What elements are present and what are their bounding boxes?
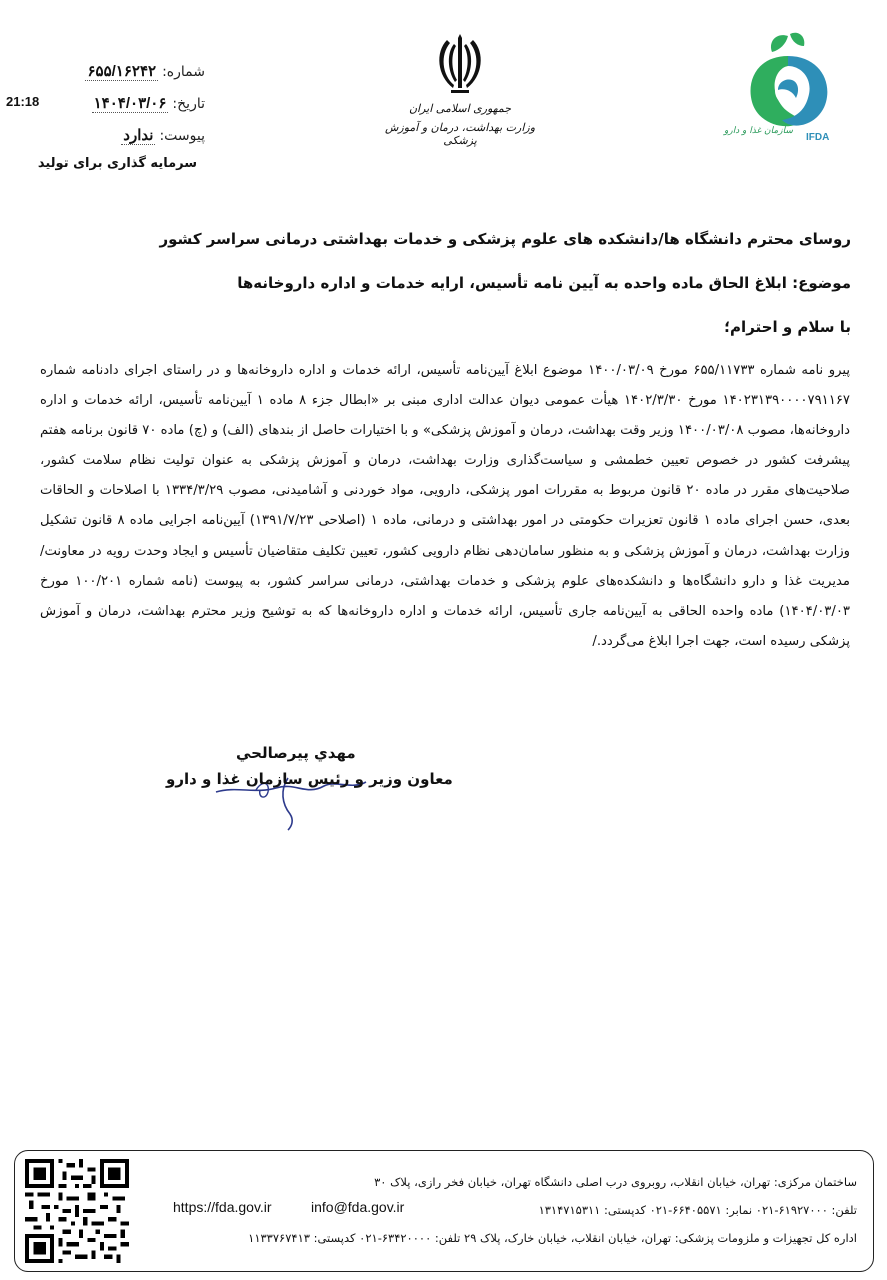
letter-attachment-label: پیوست: bbox=[159, 128, 205, 144]
signatory-name: مهدي پيرصالحي bbox=[236, 744, 356, 762]
footer-office-address: اداره کل تجهیزات و ملزومات پزشکی: تهران، خیابان انقلاب، خیابان خارک، پلاک ۲۹ تلفن: ۶۳۴۲۰۰۰۰-۰۲۱ کدپستی: ۱۱۳۳۷۶۷۴۱۳ bbox=[248, 1231, 857, 1245]
letter-body: پیرو نامه شماره ۶۵۵/۱۱۷۳۳ مورخ ۱۴۰۰/۰۳/۰۹ موضوع ابلاغ آیین‌نامه تأسیس، ارائه خدمات و اداره داروخانه‌ها و در راستای اجرای دادنامه شماره ۱۴۰۲۳۱۳۹۰۰۰۰۷۹۱۱۶۷ مورخ ۱۴۰۲/۳/۳۰ هیأت عمومی دیوان عدالت اداری مبنی بر «ابطال جزء ۸ ماده ۱ آیین‌نامه تأسیس، ارائه خدمات و اداره داروخانه‌ها، مصوب ۱۴۰۰/۰۳/۰۸ وزیر وقت بهداشت، درمان و آموزش پزشکی» و با اختیارات حاصل از بندهای (الف) و (چ) ماده ۷۰ قانون برنامه هفتم پیشرفت کشور در خصوص تعیین خطمشی و سیاست‌گذاری وزارت بهداشت، درمان و آموزش پزشکی به عنوان تولیت نظام سلامت کشور، صلاحیت‌های مقرر در ماده ۲۰ قانون مربوط به مقررات امور پزشکی، دارویی، مواد خوردنی و آشامیدنی، مصوب ۱۳۳۴/۳/۲۹ با اصلاحات و الحاقات بعدی، حسن اجرای ماده ۱ قانون تعزیرات حکومتی در امور بهداشتی و درمانی، ماده ۱ (اصلاحی ۱۳۹۱/۷/۲۳) آیین‌نامه اجرایی ماده ۸ قانون تشکیل وزارت بهداشت، درمان و آموزش پزشکی و به منظور سامان‌دهی نظام دارویی کشور، تعیین تکلیف متقاضیان تأسیس و ایجاد وحدت رویه در معاونت/مدیریت غذا و دارو دانشگاه‌ها و دانشکده‌های علوم پزشکی و خدمات بهداشتی، درمانی سراسر کشور، به پیوست (نامه شماره ۱۰۰/۲۰۱ مورخ ۱۴۰۴/۰۳/۰۳) ماده واحده الحاقی به آیین‌نامه جاری تأسیس، ارائه خدمات و اداره داروخانه‌ها که به توشیح وزیر محترم بهداشت، درمان و آموزش پزشکی رسیده است، جهت اجرا ابلاغ می‌گردد./ bbox=[40, 363, 851, 649]
letter-time-value: 21:18 bbox=[6, 94, 40, 109]
letter-attachment-value: ندارد bbox=[123, 127, 154, 144]
letter-date-row bbox=[88, 94, 205, 113]
letter-number-label: شماره: bbox=[162, 64, 205, 80]
letter-number-row bbox=[81, 62, 205, 81]
qr-code-icon bbox=[25, 1159, 129, 1263]
footer-address: ساختمان مرکزی: تهران، خیابان انقلاب، روبروی درب اصلی دانشگاه تهران، خیابان فخر رازی، پلاک ۳۰ bbox=[374, 1175, 857, 1189]
national-emblem bbox=[380, 30, 540, 147]
emblem-country-text: جمهوری اسلامی ایران bbox=[408, 102, 512, 115]
emblem-ministry-text: وزارت بهداشت، درمان و آموزش پزشکی bbox=[384, 121, 536, 147]
letter-date-label: تاریخ: bbox=[172, 96, 205, 112]
letter-greeting: با سلام و احترام؛ bbox=[724, 318, 851, 336]
footer-contact: تلفن: ۶۱۹۲۷۰۰۰-۰۲۱ نمابر: ۶۶۴۰۵۵۷۱-۰۲۱ کدپستی: ۱۳۱۴۷۱۵۳۱۱ bbox=[538, 1203, 857, 1217]
letter-recipient: روسای محترم دانشگاه ها/دانشکده های علوم پزشکی و خدمات بهداشتی درمانی سراسر کشور bbox=[159, 230, 851, 248]
footer-website-link[interactable]: https://fda.gov.ir bbox=[173, 1199, 272, 1215]
signatory-title: معاون وزیر و رئیس سازمان غذا و دارو bbox=[166, 770, 453, 788]
letter-number-value: ۶۵۵/۱۶۲۴۲ bbox=[87, 63, 157, 80]
ifda-logo-name: سازمان غذا و دارو bbox=[724, 126, 793, 136]
letter-footer bbox=[14, 1150, 874, 1272]
footer-email-link[interactable]: info@fda.gov.ir bbox=[311, 1199, 405, 1215]
ifda-logo-abbr: IFDA bbox=[806, 132, 830, 143]
ifda-logo-icon bbox=[728, 28, 848, 138]
letter-date-value: ۱۴۰۴/۰۳/۰۶ bbox=[93, 95, 167, 112]
letter-attachment-row bbox=[117, 126, 205, 145]
letter-subject: موضوع: ابلاغ الحاق ماده واحده به آیین نامه تأسیس، ارایه خدمات و اداره داروخانه‌ها bbox=[237, 274, 851, 292]
emblem-icon bbox=[425, 30, 495, 96]
slogan-text: سرمایه گذاری برای تولید bbox=[37, 156, 197, 171]
